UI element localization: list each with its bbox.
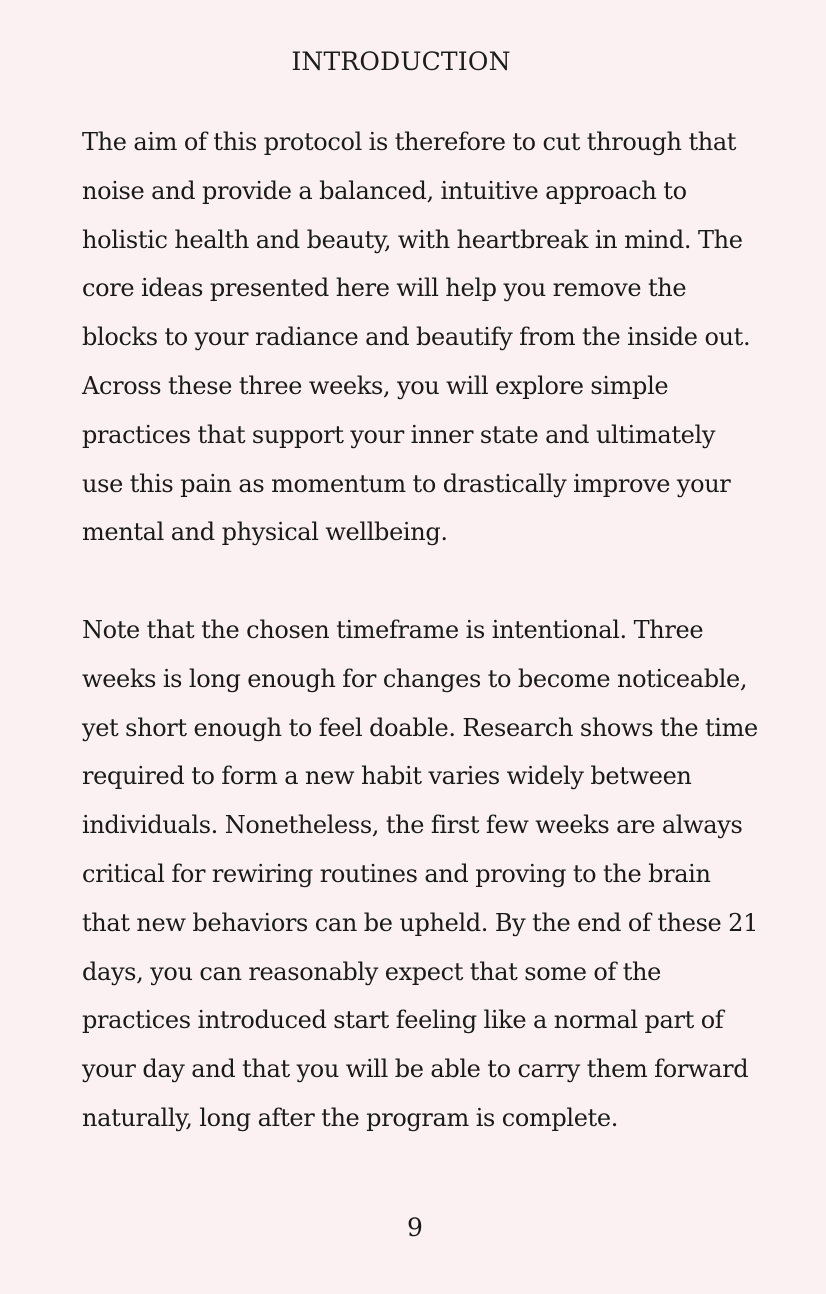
text-line: days, you can reasonably expect that some of the (82, 957, 662, 986)
text-line: Note that the chosen timeframe is intentional. Three (82, 615, 704, 644)
paragraph-spacer (82, 557, 754, 606)
text-line: required to form a new habit varies widely between (82, 762, 692, 791)
running-head: INTRODUCTION (291, 47, 511, 76)
text-line: practices that support your inner state and ultimately (82, 420, 716, 449)
text-line: blocks to your radiance and beautify from the inside out. (82, 323, 751, 352)
text-line: your day and that you will be able to carry them forward (82, 1055, 749, 1084)
text-line: noise and provide a balanced, intuitive approach to (82, 176, 687, 205)
text-line: individuals. Nonetheless, the first few weeks are always (82, 811, 743, 840)
text-line: use this pain as momentum to drastically improve your (82, 469, 731, 498)
text-line: core ideas presented here will help you remove the (82, 274, 687, 303)
text-line: Across these three weeks, you will explore simple (82, 371, 669, 400)
text-line: The aim of this protocol is therefore to cut through that (82, 128, 737, 156)
text-line: mental and physical wellbeing. (82, 518, 448, 547)
text-line: critical for rewiring routines and proving to the brain (82, 859, 711, 888)
paragraph-2 (82, 606, 759, 1143)
paragraph-1 (82, 118, 754, 557)
text-line: yet short enough to feel doable. Research shows the time (82, 713, 758, 742)
text-line: practices introduced start feeling like a normal part of (82, 1006, 724, 1035)
text-line: holistic health and beauty, with heartbreak in mind. The (82, 225, 743, 254)
text-line: that new behaviors can be upheld. By the end of these 21 (82, 908, 759, 937)
page-number: 9 (407, 1213, 423, 1242)
text-line: weeks is long enough for changes to become noticeable, (82, 664, 748, 693)
body-text (82, 118, 759, 1143)
text-line: naturally, long after the program is complete. (82, 1103, 618, 1132)
